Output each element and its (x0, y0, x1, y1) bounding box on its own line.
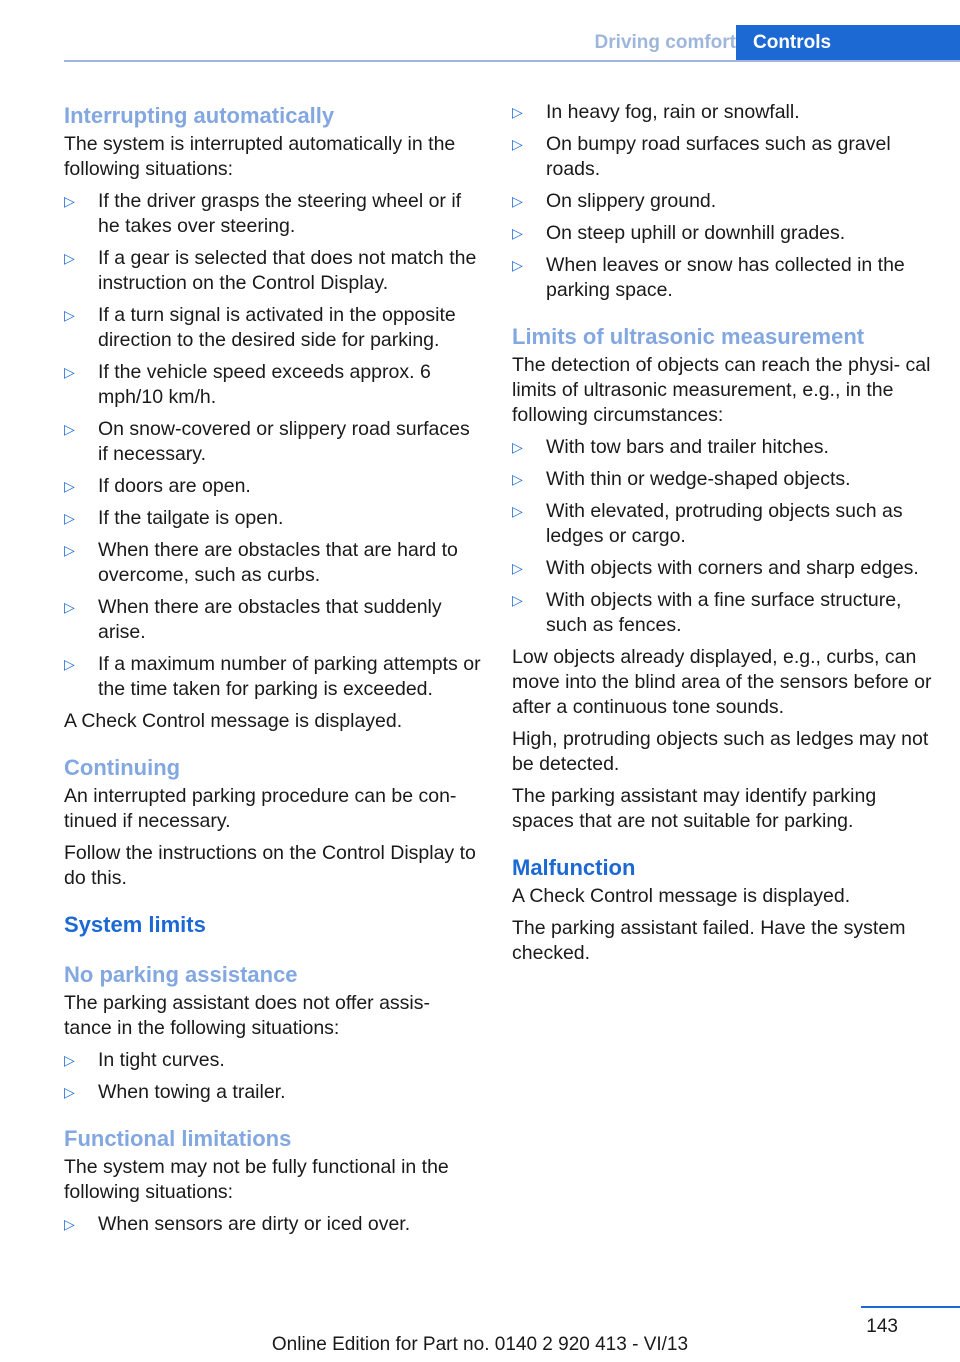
list-item (64, 246, 482, 296)
right-column (512, 100, 932, 973)
list-item-text: If doors are open. (98, 475, 251, 497)
triangle-bullet-icon: ▷ (512, 104, 523, 120)
list-item (64, 303, 482, 353)
triangle-bullet-icon: ▷ (512, 592, 523, 608)
list-item (64, 595, 482, 645)
triangle-bullet-icon: ▷ (64, 656, 75, 672)
list-item-text: With thin or wedge-shaped objects. (546, 468, 851, 490)
functional-list (64, 1212, 482, 1237)
list-item-text: If a maximum number of parking attempts or the time taken for parking is exceeded. (98, 653, 481, 700)
triangle-bullet-icon: ▷ (64, 250, 75, 266)
triangle-bullet-icon: ▷ (64, 193, 75, 209)
list-item (512, 221, 932, 246)
list-item (512, 189, 932, 214)
header-divider (64, 60, 960, 62)
triangle-bullet-icon: ▷ (64, 478, 75, 494)
list-item (64, 1212, 482, 1237)
continuing-heading: Continuing (64, 755, 181, 780)
continuing-paragraph-1: An interrupted parking procedure can be con‐ tinued if necessary. (64, 785, 457, 832)
page-header (0, 25, 960, 62)
list-item-text: When sensors are dirty or iced over. (98, 1213, 411, 1235)
interrupting-list (64, 189, 482, 702)
list-item (64, 1080, 482, 1105)
list-item (512, 100, 932, 125)
triangle-bullet-icon: ▷ (512, 257, 523, 273)
list-item (64, 506, 482, 531)
ultrasonic-intro: The detection of objects can reach the physi‐ cal limits of ultrasonic measurement, e.g., in the following circumstances: (512, 354, 931, 426)
list-item-text: With objects with a fine surface structure, such as fences. (546, 589, 902, 636)
list-item-text: If a gear is selected that does not match the instruction on the Control Display. (98, 247, 477, 294)
no-parking-assistance-heading: No parking assistance (64, 962, 298, 987)
list-item (512, 435, 932, 460)
list-item (64, 1048, 482, 1073)
triangle-bullet-icon: ▷ (512, 560, 523, 576)
list-item-text: If the tailgate is open. (98, 507, 284, 529)
list-item-text: In tight curves. (98, 1049, 225, 1071)
ultrasonic-limits-heading: Limits of ultrasonic measurement (512, 324, 865, 349)
list-item-text: In heavy fog, rain or snowfall. (546, 101, 800, 123)
triangle-bullet-icon: ▷ (512, 193, 523, 209)
list-item-text: If the driver grasps the steering wheel or if he takes over steering. (98, 190, 462, 237)
ultrasonic-paragraph-3: The parking assistant may identify parking spaces that are not suitable for parking. (512, 785, 877, 832)
no-assistance-list (64, 1048, 482, 1105)
list-item-text: With elevated, protruding objects such as ledges or cargo. (546, 500, 903, 547)
list-item (512, 467, 932, 492)
list-item-text: On bumpy road surfaces such as gravel roads. (546, 133, 891, 180)
functional-intro: The system may not be fully functional in the following situations: (64, 1156, 449, 1203)
triangle-bullet-icon: ▷ (512, 136, 523, 152)
list-item-text: When towing a trailer. (98, 1081, 286, 1103)
malfunction-heading: Malfunction (512, 855, 636, 880)
list-item-text: On snow-covered or slippery road surfaces if necessary. (98, 418, 470, 465)
continuing-paragraph-2: Follow the instructions on the Control Display to do this. (64, 842, 476, 889)
list-item (512, 499, 932, 549)
list-item (64, 360, 482, 410)
list-item-text: When there are obstacles that are hard to overcome, such as curbs. (98, 539, 458, 586)
list-item-text: When there are obstacles that suddenly arise. (98, 596, 442, 643)
triangle-bullet-icon: ▷ (64, 421, 75, 437)
functional-limitations-heading: Functional limitations (64, 1126, 292, 1151)
triangle-bullet-icon: ▷ (64, 364, 75, 380)
list-item (64, 652, 482, 702)
left-column (64, 100, 482, 1244)
list-item (512, 253, 932, 303)
system-limits-heading: System limits (64, 912, 206, 937)
triangle-bullet-icon: ▷ (512, 503, 523, 519)
triangle-bullet-icon: ▷ (64, 1216, 75, 1232)
list-item (512, 132, 932, 182)
list-item (64, 189, 482, 239)
malfunction-paragraph-1: A Check Control message is displayed. (512, 885, 851, 907)
ultrasonic-paragraph-1: Low objects already displayed, e.g., curbs, can move into the blind area of the sensors before or after a continuous tone sounds. (512, 646, 932, 718)
edition-footer: Online Edition for Part no. 0140 2 920 413 - VI/13 (271, 1334, 689, 1355)
list-item-text: On slippery ground. (546, 190, 717, 212)
triangle-bullet-icon: ▷ (64, 1084, 75, 1100)
footer-divider (861, 1306, 960, 1308)
triangle-bullet-icon: ▷ (64, 510, 75, 526)
list-item (64, 474, 482, 499)
list-item (64, 538, 482, 588)
no-assistance-intro: The parking assistant does not offer assis‐ tance in the following situations: (64, 992, 430, 1039)
triangle-bullet-icon: ▷ (512, 225, 523, 241)
interrupting-intro: The system is interrupted automatically in the following situations: (64, 133, 456, 180)
triangle-bullet-icon: ▷ (64, 1052, 75, 1068)
malfunction-paragraph-2: The parking assistant failed. Have the system checked. (512, 917, 906, 964)
list-item (512, 588, 932, 638)
list-item-text: When leaves or snow has collected in the parking space. (546, 254, 905, 301)
triangle-bullet-icon: ▷ (64, 542, 75, 558)
functional-list-continued (512, 100, 932, 303)
interrupting-heading: Interrupting automatically (64, 103, 335, 128)
list-item-text: With objects with corners and sharp edges. (546, 557, 919, 579)
header-section-title: Driving comfort (594, 32, 736, 53)
triangle-bullet-icon: ▷ (64, 307, 75, 323)
ultrasonic-paragraph-2: High, protruding objects such as ledges may not be detected. (512, 728, 929, 775)
page-number: 143 (866, 1316, 898, 1337)
list-item-text: On steep uphill or downhill grades. (546, 222, 846, 244)
triangle-bullet-icon: ▷ (64, 599, 75, 615)
triangle-bullet-icon: ▷ (512, 471, 523, 487)
list-item (512, 556, 932, 581)
list-item-text: If a turn signal is activated in the opposite direction to the desired side for parking. (98, 304, 456, 351)
list-item-text: With tow bars and trailer hitches. (546, 436, 829, 458)
triangle-bullet-icon: ▷ (512, 439, 523, 455)
list-item (64, 417, 482, 467)
interrupting-outro: A Check Control message is displayed. (64, 710, 403, 732)
list-item-text: If the vehicle speed exceeds approx. 6 mph/10 km/h. (98, 361, 431, 408)
header-chapter-tab: Controls (736, 25, 960, 61)
ultrasonic-list (512, 435, 932, 638)
